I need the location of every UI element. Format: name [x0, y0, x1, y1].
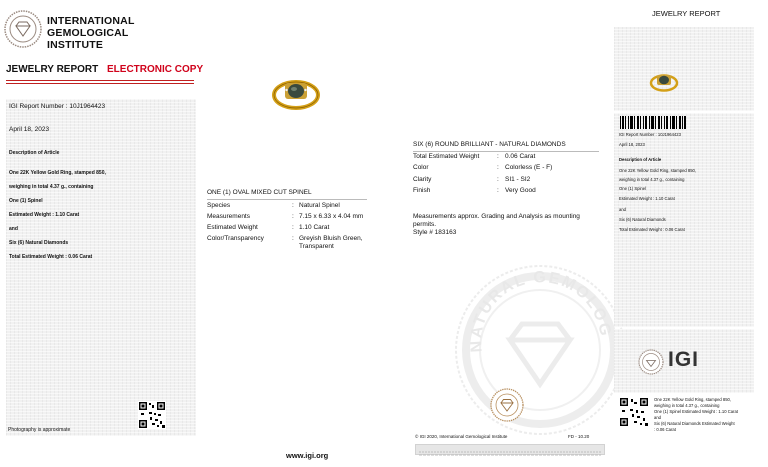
report-title: JEWELRY REPORT — [6, 64, 99, 75]
description-line-3: One (1) Spinel — [9, 198, 43, 204]
electronic-copy-label: ELECTRONIC COPY — [107, 64, 204, 75]
header-divider-2 — [6, 83, 194, 84]
spinel-row-label: Species — [207, 202, 231, 209]
spinel-row-label: Measurements — [207, 213, 250, 220]
right-summary-line-6: : 0.06 Carat — [654, 427, 676, 432]
description-heading: Description of Article — [9, 150, 60, 156]
measurement-note-line1: Measurements approx. Grading and Analysis as mounting — [413, 213, 580, 220]
spinel-row-sep: : — [292, 224, 294, 231]
spinel-row-value: Natural Spinel — [299, 202, 340, 209]
diamond-row-label: Clarity — [413, 176, 432, 183]
small-seal-logo — [490, 388, 524, 422]
seal-arc-text: NATURAL GEMOLOG — [467, 269, 614, 353]
right-description-heading: Description of Article — [619, 157, 662, 162]
description-line-2: weighing in total 4.37 g., containing — [9, 184, 94, 190]
description-line-1: One 22K Yellow Gold Ring, stamped 850, — [9, 170, 106, 176]
right-description-line-5: and — [619, 207, 626, 212]
right-photo-panel — [614, 27, 754, 111]
report-date: April 18, 2023 — [9, 126, 50, 133]
igi-round-logo — [638, 349, 664, 375]
website-link[interactable]: www.igi.org — [286, 451, 329, 460]
diamond-row-value: Colorless (E - F) — [505, 164, 553, 171]
spinel-heading: ONE (1) OVAL MIXED CUT SPINEL — [207, 189, 312, 196]
diamond-row-label: Total Estimated Weight — [413, 153, 480, 160]
right-description-line-2: weighing in total 4.37 g., containing — [619, 177, 685, 182]
right-description-line-1: One 22K Yellow Gold Ring, stamped 850, — [619, 168, 697, 173]
diamond-row-sep: : — [497, 176, 499, 183]
report-number: IGI Report Number : 10J1964423 — [9, 103, 106, 110]
description-line-7: Total Estimated Weight : 0.06 Carat — [9, 254, 93, 260]
barcode — [620, 116, 686, 129]
igi-logo-text: IGI — [668, 348, 700, 371]
right-summary-line-2: weighing in total 4.37 g., containing — [654, 403, 720, 408]
diamond-row-value: SI1 - SI2 — [505, 176, 531, 183]
description-line-6: Six (6) Natural Diamonds — [9, 240, 69, 246]
measurement-note-line2: permits. — [413, 221, 437, 228]
description-line-4: Estimated Weight : 1.10 Carat — [9, 212, 80, 218]
fine-print-strip — [415, 444, 605, 455]
description-line-5: and — [9, 226, 18, 232]
copyright-notice: © IGI 2020, International Gemological Institute — [415, 434, 508, 439]
org-name-line3: INSTITUTE — [47, 39, 104, 51]
right-description-line-7: Total Estimated Weight : 0.06 Carat — [619, 227, 685, 232]
diamond-row-sep: : — [497, 164, 499, 171]
spinel-row-sep: : — [292, 202, 294, 209]
qr-code-left — [138, 401, 166, 429]
spinel-row-value: Greyish Bluish Green, — [299, 235, 363, 242]
org-name-line1: INTERNATIONAL — [47, 15, 135, 27]
right-summary-line-3: One (1) Spinel Estimated Weight : 1.10 Carat — [654, 409, 738, 414]
spinel-row-value: 1.10 Carat — [299, 224, 330, 231]
spinel-divider — [207, 199, 367, 200]
spinel-color-line2: Transparent — [299, 243, 334, 250]
diamonds-heading: SIX (6) ROUND BRILLIANT - NATURAL DIAMONDS — [413, 141, 566, 148]
spinel-row-sep: : — [292, 235, 294, 242]
diamond-row-sep: : — [497, 153, 499, 160]
right-summary-line-5: Six (6) Natural Diamonds Estimated Weight — [654, 421, 735, 426]
right-description-line-3: One (1) Spinel — [619, 186, 646, 191]
gemological-seal-watermark — [452, 262, 627, 437]
right-summary-line-1: One 22K Yellow Gold Ring, stamped 850, — [654, 397, 732, 402]
spinel-row-sep: : — [292, 213, 294, 220]
photo-note: Photography is approximate — [8, 427, 71, 433]
right-summary-line-4: and — [654, 415, 661, 420]
form-code: FD - 10.20 — [568, 434, 590, 439]
header-divider — [6, 80, 194, 81]
org-name-line2: GEMOLOGICAL — [47, 27, 129, 39]
right-report-number: IGI Report Number : 10J1964423 — [619, 132, 681, 137]
diamond-row-sep: : — [497, 187, 499, 194]
right-report-date: April 18, 2023 — [619, 142, 645, 147]
ring-photo — [272, 73, 320, 111]
diamonds-divider — [413, 151, 599, 152]
right-description-line-4: Estimated Weight : 1.10 Carat — [619, 196, 675, 201]
spinel-row-value: 7.15 x 6.33 x 4.04 mm — [299, 213, 364, 220]
diamond-row-value: Very Good — [505, 187, 536, 194]
igi-seal-logo — [4, 10, 42, 48]
diamond-row-label: Color — [413, 164, 429, 171]
ring-thumbnail — [649, 70, 679, 92]
spinel-row-label: Color/Transparency — [207, 235, 264, 242]
spinel-row-label: Estimated Weight — [207, 224, 258, 231]
diamond-row-label: Finish — [413, 187, 431, 194]
qr-code-right — [619, 397, 649, 427]
right-report-title: JEWELRY REPORT — [652, 9, 721, 18]
style-number: Style # 183163 — [413, 229, 457, 236]
diamond-row-value: 0.06 Carat — [505, 153, 536, 160]
right-description-line-6: Six (6) Natural Diamonds — [619, 217, 666, 222]
